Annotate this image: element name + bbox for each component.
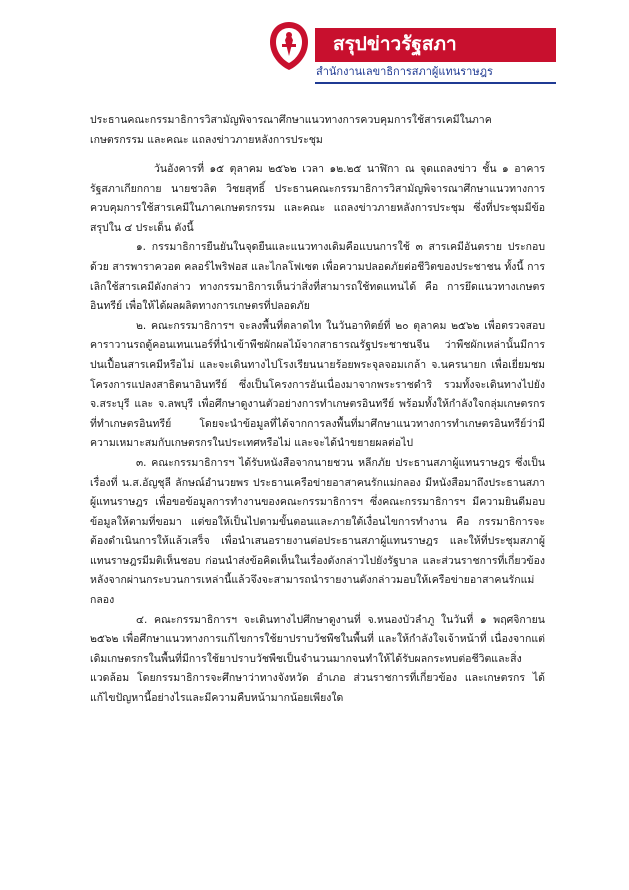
- point-2-paragraph: ๒. คณะกรรมาธิการฯ จะลงพื้นที่ตลาดไท ในวันอาทิตย์ที่ ๒๐ ตุลาคม ๒๕๖๒ เพื่อตรวจสอบคาราวานรถตู้คอนเทนเนอร์ที่นำเข้าพืชผักผลไม้จากสาธารณรัฐประชาชนจีน ว่าพืชผักเหล่านั้นมีการปนเปื้อนสารเคมีหรือไม่ และจะเดินทางไปโรงเรียนนายร้อยพระจุลจอมเกล้า จ.นครนายก เพื่อเยี่ยมชมโครงการแปลงสาธิตนาอินทรีย์ ซึ่งเป็นโครงการอันเนื่องมาจากพระราชดำริ รวมทั้งจะเดินทางไปยัง จ.สระบุรี และ จ.ลพบุรี เพื่อศึกษาดูงานตัวอย่างการทำเกษตรอินทรีย์ พร้อมทั้งให้กำลังใจกลุ่มเกษตรกรที่ทำเกษตรอินทรีย์ โดยจะนำข้อมูลที่ได้จากการลงพื้นที่มาศึกษาแนวทางการทำเกษตรอินทรีย์ว่ามีความเหมาะสมกับเกษตรกรในประเทศหรือไม่ และจะได้นำขยายผลต่อไป: [90, 319, 545, 450]
- point-4-paragraph: ๔. คณะกรรมาธิการฯ จะเดินทางไปศึกษาดูงานที่ จ.หนองบัวลำภู ในวันที่ ๑ พฤศจิกายน ๒๕๖๒ เพื่อศึกษาแนวทางการแก้ไขการใช้ยาปราบวัชพืชในพื้นที่ และให้กำลังใจเจ้าหน้าที่ เนื่องจากแต่เดิมเกษตรกรในพื้นที่มีการใช้ยาปราบวัชพืชเป็นจำนวนมากจนทำให้ได้รับผลกระทบต่อชีวิตและสิ่งแวดล้อม โดยกรรมาธิการจะศึกษาว่าทางจังหวัด อำเภอ ส่วนราชการที่เกี่ยวข้อง และเกษตรกร ได้แก้ไขปัญหานี้อย่างไรและมีความคืบหน้ามากน้อยเพียงใด: [90, 613, 545, 705]
- page-header: [0, 0, 629, 90]
- news-body: [90, 160, 545, 709]
- news-headline: ประธานคณะกรรมาธิการวิสามัญพิจารณาศึกษาแนวทางการควบคุมการใช้สารเคมีในภาคเกษตรกรรม และคณะ แถลงข่าวภายหลังการประชุม: [90, 114, 492, 146]
- point-1-paragraph: ๑. กรรมาธิการยืนยันในจุดยืนและแนวทางเดิมคือแบนการใช้ ๓ สารเคมีอันตราย ประกอบด้วย สารพาราควอต คลอร์ไพริฟอส และไกลโฟเซต เพื่อความปลอดภัยต่อชีวิตของประชาชน ทั้งนี้ การเลิกใช้สารเคมีดังกล่าว ทางกรรมาธิการเห็นว่าสิ่งที่สามารถใช้ทดแทนได้ คือ การยึดแนวทางเกษตรอินทรีย์ เพื่อให้ได้ผลผลิตทางการเกษตรที่ปลอดภัย: [90, 241, 545, 313]
- header-divider: [315, 82, 556, 84]
- header-title: สรุปข่าวรัฐสภา: [333, 33, 457, 55]
- parliament-seal-icon: [266, 20, 312, 72]
- header-subtitle: สำนักงานเลขาธิการสภาผู้แทนราษฎร: [316, 65, 493, 78]
- point-3-paragraph: ๓. คณะกรรมาธิการฯ ได้รับหนังสือจากนายชวน หลีกภัย ประธานสภาผู้แทนราษฎร ซึ่งเป็นเรื่องที่ น.ส.อัญชุลี ลักษณ์อำนวยพร ประธานเครือข่ายอาสาคนรักแม่กลอง มีหนังสือมาถึงประธานสภาผู้แทนราษฎร เพื่อขอข้อมูลการทำงานของคณะกรรมาธิการฯ ซึ่งคณะกรรมาธิการฯ มีความยินดีมอบข้อมูลให้ตามที่ขอมา แต่ขอให้เป็นไปตามขั้นตอนและภายใต้เงื่อนไขการทำงาน คือ กรรมาธิการจะต้องดำเนินการให้แล้วเสร็จ เพื่อนำเสนอรายงานต่อประธานสภาผู้แทนราษฎร และให้ที่ประชุมสภาผู้แทนราษฎรมีมติเห็นชอบ ก่อนนำส่งข้อคิดเห็นในเรื่องดังกล่าวไปยังรัฐบาล และส่วนราชการที่เกี่ยวข้อง หลังจากผ่านกระบวนการเหล่านี้แล้วจึงจะสามารถนำรายงานดังกล่าวมอบให้เครือข่ายอาสาคนรักแม่กลอง: [90, 456, 545, 607]
- intro-paragraph: วันอังคารที่ ๑๕ ตุลาคม ๒๕๖๒ เวลา ๑๒.๒๕ นาฬิกา ณ จุดแถลงข่าว ชั้น ๑ อาคารรัฐสภาเกียกกาย นายชวลิต วิชยสุทธิ์ ประธานคณะกรรมาธิการวิสามัญพิจารณาศึกษาแนวทางการควบคุมการใช้สารเคมีในภาคเกษตรกรรม และคณะ แถลงข่าวภายหลังการประชุม ซึ่งที่ประชุมมีข้อสรุปใน ๔ ประเด็น ดังนี้: [90, 163, 545, 234]
